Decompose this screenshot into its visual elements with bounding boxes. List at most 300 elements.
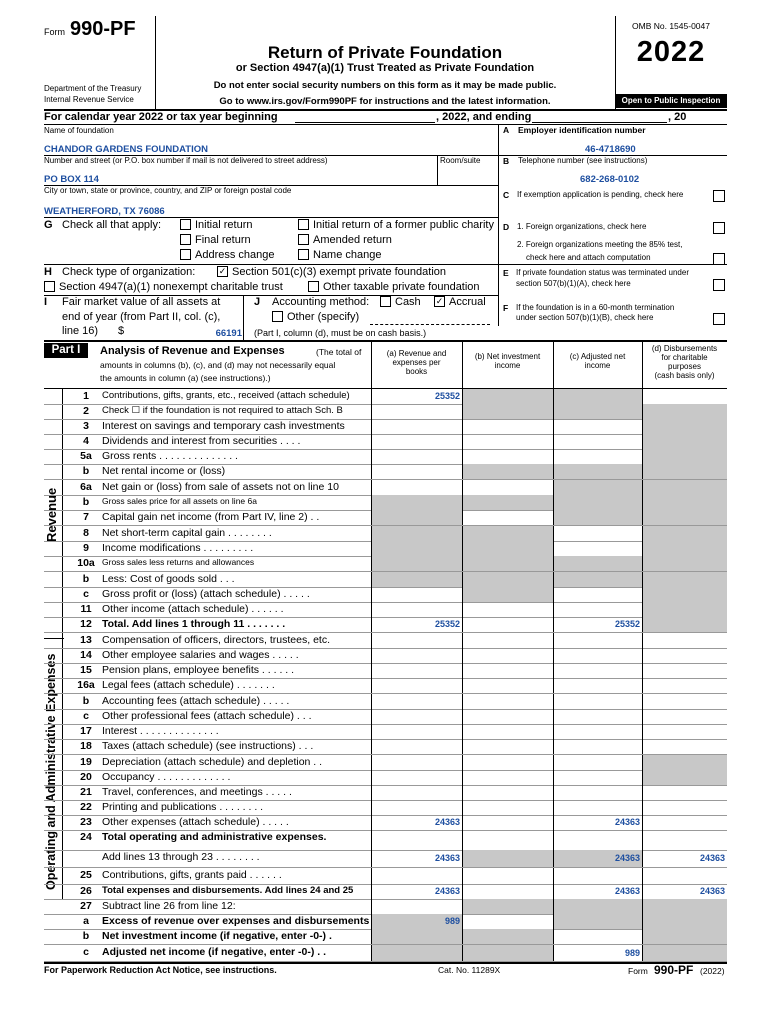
line-label: Other income (attach schedule) . . . . . . — [102, 603, 284, 615]
amount-cell-col-c[interactable] — [553, 929, 642, 944]
501c3-option[interactable] — [217, 266, 446, 278]
amount-cell-col-c[interactable] — [553, 739, 642, 754]
table-row — [44, 884, 727, 900]
amount-cell-col-c[interactable]: 25352 — [553, 617, 642, 632]
line-label: Gross rents . . . . . . . . . . . . . . — [102, 450, 238, 462]
amount-cell-col-b[interactable] — [462, 899, 553, 914]
amount-cell-col-b[interactable] — [462, 830, 553, 850]
table-row — [44, 663, 727, 679]
amount-cell-col-b[interactable] — [462, 945, 553, 961]
line-number: 4 — [83, 435, 89, 447]
line-label: Excess of revenue over expenses and disbursements — [102, 915, 370, 927]
open-to-public-badge: Open to Public Inspection — [615, 94, 727, 108]
line-number: 20 — [80, 771, 92, 783]
line-number: 10a — [77, 557, 95, 569]
amount-cell-col-b[interactable] — [462, 663, 553, 678]
amount-cell-col-c[interactable] — [553, 495, 642, 510]
line-label: Add lines 13 through 23 . . . . . . . . — [102, 851, 260, 863]
amount-cell-col-c[interactable]: 989 — [553, 945, 642, 961]
amount-cell-col-a[interactable] — [371, 434, 462, 449]
amount-cell-col-b[interactable] — [462, 419, 553, 434]
foreign-org-checkbox[interactable] — [713, 222, 725, 234]
amount-cell-col-c[interactable] — [553, 770, 642, 785]
table-row — [44, 510, 727, 526]
status-terminated-checkbox[interactable] — [713, 279, 725, 291]
amount-cell-col-c[interactable] — [553, 587, 642, 602]
line-number: b — [82, 465, 90, 477]
foundation-name[interactable]: CHANDOR GARDENS FOUNDATION — [44, 144, 208, 155]
amount-cell-col-c[interactable] — [553, 602, 642, 617]
amount-cell-col-c[interactable] — [553, 404, 642, 419]
4947-label: Section 4947(a)(1) nonexempt charitable trust — [59, 281, 283, 293]
amount-cell-col-a[interactable] — [371, 633, 462, 648]
part1-desc1: (The total of — [316, 347, 362, 357]
amount-cell-col-c[interactable] — [553, 480, 642, 495]
line-number: 9 — [83, 542, 89, 554]
form-subtitle: or Section 4947(a)(1) Trust Treated as Private Foundation — [235, 62, 535, 74]
line-label: Printing and publications . . . . . . . . — [102, 801, 264, 813]
initial-return-checkbox[interactable] — [180, 219, 191, 230]
amount-cell-col-a[interactable] — [371, 556, 462, 571]
col-a-line3: books — [405, 367, 428, 376]
amount-cell-col-d[interactable] — [642, 556, 727, 571]
ein-value[interactable]: 46-4718690 — [585, 144, 636, 155]
line-label: Check ☐ if the foundation is not required to attach Sch. B — [102, 405, 343, 416]
other-taxable-checkbox[interactable] — [308, 281, 319, 292]
amount-cell-col-c[interactable] — [553, 724, 642, 739]
dept-line1: Department of the Treasury — [44, 84, 142, 93]
amount-cell-col-d[interactable] — [642, 541, 727, 556]
amount-cell-col-c[interactable] — [553, 709, 642, 724]
amount-cell-col-b[interactable] — [462, 755, 553, 770]
city-state-zip[interactable]: WEATHERFORD, TX 76086 — [44, 206, 165, 217]
table-row — [44, 739, 727, 755]
amount-cell-col-a[interactable] — [371, 648, 462, 663]
line-number: 11 — [80, 603, 92, 615]
amount-cell-col-b[interactable] — [462, 617, 553, 632]
foundation-name-label: Name of foundation — [44, 126, 114, 135]
other-taxable-option[interactable] — [308, 281, 480, 293]
amount-cell-col-c[interactable] — [553, 899, 642, 914]
amount-cell-col-c[interactable] — [553, 914, 642, 929]
amount-cell-col-d[interactable] — [642, 510, 727, 525]
amount-cell-col-b[interactable] — [462, 868, 553, 884]
amount-cell-col-b[interactable] — [462, 556, 553, 571]
amount-cell-col-a[interactable] — [371, 785, 462, 800]
col-b-line2: income — [494, 361, 521, 370]
line-label: Subtract line 26 from line 12: — [102, 900, 236, 912]
amount-cell-col-d[interactable] — [642, 800, 727, 815]
amount-cell-col-d[interactable] — [642, 868, 727, 884]
501c3-checkbox[interactable]: ✓ — [218, 265, 227, 276]
amount-cell-col-a[interactable]: 24363 — [371, 884, 462, 899]
table-row — [44, 648, 727, 664]
amount-cell-col-b[interactable] — [462, 464, 553, 479]
line-label: Interest on savings and temporary cash investments — [102, 420, 345, 432]
amount-cell-col-a[interactable] — [371, 739, 462, 754]
amount-cell-col-c[interactable] — [553, 556, 642, 571]
amount-cell-col-b[interactable] — [462, 785, 553, 800]
60-month-termination-checkbox[interactable] — [713, 313, 725, 325]
amount-cell-col-b[interactable] — [462, 724, 553, 739]
other-method-field[interactable] — [370, 322, 490, 325]
initial-return-option[interactable] — [180, 219, 252, 231]
amount-cell-col-d[interactable] — [642, 694, 727, 709]
table-row — [44, 800, 727, 816]
amount-cell-col-a[interactable] — [371, 724, 462, 739]
line-label: Other employee salaries and wages . . . . . — [102, 649, 299, 661]
table-row — [44, 914, 727, 930]
amount-cell-col-b[interactable] — [462, 633, 553, 648]
amended-return-label: Amended return — [313, 234, 392, 246]
amount-cell-col-c[interactable] — [553, 449, 642, 464]
h-letter: H — [44, 266, 52, 278]
amount-cell-col-c[interactable]: 24363 — [553, 815, 642, 830]
amount-cell-col-d[interactable] — [642, 389, 727, 404]
line-label: Other professional fees (attach schedule) . . . — [102, 710, 312, 722]
table-row — [44, 830, 727, 851]
table-row — [44, 480, 727, 496]
amount-cell-col-b[interactable] — [462, 572, 553, 587]
other-taxable-label: Other taxable private foundation — [323, 281, 480, 293]
cash-basis-note: (Part I, column (d), must be on cash basis.) — [254, 328, 427, 338]
table-row — [44, 617, 727, 633]
amount-cell-col-a[interactable]: 989 — [371, 914, 462, 929]
col-b-line1: (b) Net investment — [474, 352, 541, 361]
d2a-label: 2. Foreign organizations meeting the 85% test, — [517, 240, 683, 249]
final-return-label: Final return — [195, 234, 251, 246]
amount-cell-col-b[interactable] — [462, 929, 553, 944]
street-address[interactable]: PO BOX 114 — [44, 174, 99, 185]
amount-cell-col-b[interactable] — [462, 495, 553, 510]
amount-cell-col-c[interactable] — [553, 633, 642, 648]
amount-cell-col-d[interactable] — [642, 678, 727, 693]
amount-cell-col-a[interactable] — [371, 541, 462, 556]
amount-cell-col-a[interactable] — [371, 800, 462, 815]
amount-cell-col-b[interactable] — [462, 510, 553, 525]
table-row — [44, 434, 727, 450]
ssn-notice: Do not enter social security numbers on this form as it may be made public. — [213, 80, 557, 91]
line-label: Interest . . . . . . . . . . . . . . — [102, 725, 219, 737]
table-row — [44, 602, 727, 618]
other-method-option[interactable] — [272, 311, 359, 323]
accrual-label: Accrual — [449, 296, 486, 308]
amount-cell-col-c[interactable] — [553, 434, 642, 449]
amount-cell-col-a[interactable] — [371, 464, 462, 479]
table-row — [44, 678, 727, 694]
amount-cell-col-a[interactable] — [371, 694, 462, 709]
amount-cell-col-c[interactable] — [553, 541, 642, 556]
revenue-side-label: Revenue — [44, 487, 59, 542]
table-row — [44, 633, 727, 649]
line-label: Adjusted net income (if negative, enter -0-) . . — [102, 946, 327, 958]
line-label: Occupancy . . . . . . . . . . . . . — [102, 771, 231, 783]
g-letter: G — [44, 219, 53, 231]
amount-cell-col-d[interactable] — [642, 914, 727, 929]
amount-cell-col-a[interactable]: 25352 — [371, 617, 462, 632]
amount-cell-col-b[interactable] — [462, 480, 553, 495]
amount-cell-col-c[interactable] — [553, 694, 642, 709]
amount-cell-col-c[interactable] — [553, 678, 642, 693]
amount-cell-col-b[interactable] — [462, 587, 553, 602]
amount-cell-col-a[interactable] — [371, 899, 462, 914]
amount-cell-col-a[interactable] — [371, 419, 462, 434]
amount-cell-col-a[interactable] — [371, 709, 462, 724]
amount-cell-col-a[interactable] — [371, 868, 462, 884]
phone-letter: B — [503, 156, 510, 166]
amount-cell-col-b[interactable] — [462, 434, 553, 449]
irs-link-notice[interactable]: Go to www.irs.gov/Form990PF for instructions and the latest information. — [219, 96, 551, 107]
amount-cell-col-d[interactable] — [642, 899, 727, 914]
former-charity-option[interactable] — [298, 219, 494, 231]
line-number: 1 — [83, 390, 89, 402]
amount-cell-col-b[interactable] — [462, 884, 553, 899]
other-method-label: Other (specify) — [287, 311, 360, 323]
amount-cell-col-b[interactable] — [462, 449, 553, 464]
amount-cell-col-d[interactable] — [642, 526, 727, 541]
amount-cell-col-a[interactable] — [371, 602, 462, 617]
amount-cell-col-a[interactable] — [371, 770, 462, 785]
paperwork-notice: For Paperwork Reduction Act Notice, see instructions. — [44, 965, 277, 975]
table-row — [44, 815, 727, 831]
amount-cell-col-b[interactable] — [462, 678, 553, 693]
ein-label: Employer identification number — [518, 125, 646, 135]
amount-cell-col-c[interactable] — [553, 830, 642, 850]
amount-cell-col-a[interactable] — [371, 830, 462, 850]
amount-cell-col-c[interactable] — [553, 648, 642, 663]
amount-cell-col-d[interactable] — [642, 434, 727, 449]
table-row — [44, 770, 727, 786]
amount-cell-col-a[interactable] — [371, 449, 462, 464]
line-number: 3 — [83, 420, 89, 432]
amount-cell-col-c[interactable] — [553, 526, 642, 541]
col-d-line4: (cash basis only) — [654, 371, 715, 380]
final-return-checkbox[interactable] — [180, 234, 191, 245]
amount-cell-col-c[interactable]: 24363 — [553, 884, 642, 899]
line-label: Other expenses (attach schedule) . . . . . — [102, 816, 289, 828]
final-return-option[interactable] — [180, 234, 251, 246]
fair-market-value[interactable]: 66191 — [215, 328, 242, 339]
footer-form-word: Form — [628, 966, 648, 976]
line-label: Travel, conferences, and meetings . . . . . — [102, 786, 292, 798]
amount-cell-col-d[interactable] — [642, 449, 727, 464]
amount-cell-col-d[interactable] — [642, 464, 727, 479]
footer-year: (2022) — [700, 966, 725, 976]
address-change-checkbox[interactable] — [180, 249, 191, 260]
former-charity-checkbox[interactable] — [298, 219, 309, 230]
amount-cell-col-b[interactable] — [462, 914, 553, 929]
amount-cell-col-a[interactable] — [371, 480, 462, 495]
line-number: 23 — [80, 816, 92, 828]
amount-cell-col-a[interactable] — [371, 755, 462, 770]
line-label: Gross profit or (loss) (attach schedule) . . . . . — [102, 588, 310, 600]
ein-letter: A — [503, 125, 510, 135]
address-change-option[interactable] — [180, 249, 275, 261]
amount-cell-col-a[interactable]: 24363 — [371, 815, 462, 830]
amount-cell-col-b[interactable] — [462, 739, 553, 754]
amount-cell-col-c[interactable] — [553, 572, 642, 587]
line-number: 26 — [80, 885, 92, 897]
part1-tag: Part I — [44, 343, 88, 358]
amount-cell-col-c[interactable] — [553, 389, 642, 404]
amount-cell-col-b[interactable] — [462, 694, 553, 709]
amount-cell-col-d[interactable] — [642, 945, 727, 961]
amount-cell-col-d[interactable] — [642, 495, 727, 510]
amount-cell-col-c[interactable] — [553, 785, 642, 800]
initial-return-label: Initial return — [195, 219, 253, 231]
amended-return-option[interactable] — [298, 234, 392, 246]
amount-cell-col-a[interactable] — [371, 526, 462, 541]
amount-cell-col-c[interactable] — [553, 663, 642, 678]
calendar-mid-label: , 2022, and ending — [436, 111, 532, 123]
line-number: c — [83, 946, 89, 958]
amount-cell-col-d[interactable] — [642, 755, 727, 770]
amount-cell-col-d[interactable] — [642, 724, 727, 739]
amount-cell-col-c[interactable] — [553, 464, 642, 479]
line-number: 27 — [80, 900, 92, 912]
line-number: 24 — [80, 831, 92, 843]
name-change-checkbox[interactable] — [298, 249, 309, 260]
table-row — [44, 389, 727, 405]
amount-cell-col-d[interactable] — [642, 480, 727, 495]
col-c-line2: income — [584, 361, 611, 370]
phone-value[interactable]: 682-268-0102 — [580, 174, 640, 185]
tax-year-begin-field[interactable] — [295, 117, 435, 123]
amount-cell-col-c[interactable]: 24363 — [553, 850, 642, 867]
amount-cell-col-b[interactable] — [462, 815, 553, 830]
amount-cell-col-d[interactable] — [642, 617, 727, 632]
line-number: b — [82, 496, 90, 508]
amount-cell-col-b[interactable] — [462, 541, 553, 556]
amount-cell-col-d[interactable] — [642, 770, 727, 785]
amount-cell-col-c[interactable] — [553, 800, 642, 815]
accrual-checkbox[interactable]: ✓ — [435, 295, 444, 306]
amount-cell-col-a[interactable]: 25352 — [371, 389, 462, 404]
form-title: Return of Private Foundation — [267, 43, 503, 62]
amount-cell-col-a[interactable] — [371, 663, 462, 678]
line-number: 18 — [80, 740, 92, 752]
amount-cell-col-c[interactable] — [553, 868, 642, 884]
table-row — [44, 945, 727, 962]
amount-cell-col-d[interactable] — [642, 419, 727, 434]
exemption-pending-label: If exemption application is pending, check here — [517, 190, 684, 199]
omb-number: OMB No. 1545-0047 — [632, 21, 710, 31]
line-number: 12 — [80, 618, 92, 630]
e-line2: section 507(b)(1)(A), check here — [516, 279, 631, 288]
amount-cell-col-d[interactable] — [642, 709, 727, 724]
amount-cell-col-b[interactable] — [462, 602, 553, 617]
line-number: 14 — [80, 649, 92, 661]
footer-form-number: 990-PF — [654, 963, 694, 977]
line-number: a — [83, 915, 89, 927]
table-row — [44, 572, 727, 588]
i-letter: I — [44, 296, 48, 308]
amount-cell-col-b[interactable] — [462, 800, 553, 815]
table-row — [44, 850, 727, 868]
line-label: Legal fees (attach schedule) . . . . . . . — [102, 679, 275, 691]
line-label: Compensation of officers, directors, trustees, etc. — [102, 634, 330, 646]
tax-year: 2022 — [636, 36, 706, 68]
amount-cell-col-d[interactable] — [642, 648, 727, 663]
amount-cell-col-c[interactable] — [553, 510, 642, 525]
amount-cell-col-b[interactable] — [462, 389, 553, 404]
amount-cell-col-d[interactable] — [642, 785, 727, 800]
amount-cell-col-a[interactable] — [371, 404, 462, 419]
amended-return-checkbox[interactable] — [298, 234, 309, 245]
accrual-option[interactable] — [434, 296, 486, 308]
amount-cell-col-d[interactable] — [642, 572, 727, 587]
name-change-option[interactable] — [298, 249, 382, 261]
amount-cell-col-a[interactable] — [371, 678, 462, 693]
line-number: 13 — [80, 634, 92, 646]
part1-title: Analysis of Revenue and Expenses — [100, 345, 285, 357]
amount-cell-col-d[interactable] — [642, 739, 727, 754]
tax-year-end-field[interactable] — [532, 117, 667, 123]
amount-cell-col-d[interactable] — [642, 830, 727, 850]
amount-cell-col-d[interactable] — [642, 602, 727, 617]
amount-cell-col-c[interactable] — [553, 419, 642, 434]
i-line2: end of year (from Part II, col. (c), — [62, 311, 221, 323]
line-label: Pension plans, employee benefits . . . . . . — [102, 664, 295, 676]
amount-cell-col-a[interactable] — [371, 510, 462, 525]
amount-cell-col-a[interactable] — [371, 495, 462, 510]
4947-checkbox[interactable] — [44, 281, 55, 292]
d-letter: D — [503, 222, 510, 232]
amount-cell-col-c[interactable] — [553, 755, 642, 770]
amount-cell-col-a[interactable]: 24363 — [371, 850, 462, 867]
name-change-label: Name change — [313, 249, 382, 261]
amount-cell-col-b[interactable] — [462, 648, 553, 663]
amount-cell-col-b[interactable] — [462, 526, 553, 541]
amount-cell-col-b[interactable] — [462, 709, 553, 724]
amount-cell-col-a[interactable] — [371, 945, 462, 961]
i-dollar: $ — [118, 325, 125, 337]
cash-checkbox[interactable] — [380, 296, 391, 307]
line-label: Taxes (attach schedule) (see instructions) . . . — [102, 740, 314, 752]
cash-option[interactable] — [380, 296, 421, 308]
part1-desc3: the amounts in column (a) (see instructions).) — [100, 373, 271, 383]
accounting-method-label: Accounting method: — [272, 296, 370, 308]
amount-cell-col-d[interactable] — [642, 663, 727, 678]
amount-cell-col-b[interactable] — [462, 850, 553, 867]
line-number: b — [82, 930, 90, 942]
amount-cell-col-d[interactable] — [642, 929, 727, 944]
line-number: 19 — [80, 756, 92, 768]
4947-option[interactable] — [44, 281, 283, 293]
amount-cell-col-d[interactable] — [642, 587, 727, 602]
other-method-checkbox[interactable] — [272, 311, 283, 322]
line-number: 22 — [80, 801, 92, 813]
amount-cell-col-d[interactable]: 24363 — [642, 850, 727, 867]
calendar-end-label: , 20 — [668, 111, 687, 123]
amount-cell-col-d[interactable] — [642, 404, 727, 419]
amount-cell-col-a[interactable] — [371, 587, 462, 602]
table-row — [44, 526, 727, 542]
amount-cell-col-d[interactable]: 24363 — [642, 884, 727, 899]
amount-cell-col-b[interactable] — [462, 404, 553, 419]
e-letter: E — [503, 268, 509, 278]
amount-cell-col-a[interactable] — [371, 572, 462, 587]
amount-cell-col-d[interactable] — [642, 633, 727, 648]
table-row — [44, 899, 727, 915]
d1-label: 1. Foreign organizations, check here — [517, 222, 647, 231]
exemption-pending-checkbox[interactable] — [713, 190, 725, 202]
line-number: 2 — [83, 405, 89, 417]
amount-cell-col-a[interactable] — [371, 929, 462, 944]
table-row — [44, 755, 727, 771]
amount-cell-col-d[interactable] — [642, 815, 727, 830]
amount-cell-col-b[interactable] — [462, 770, 553, 785]
